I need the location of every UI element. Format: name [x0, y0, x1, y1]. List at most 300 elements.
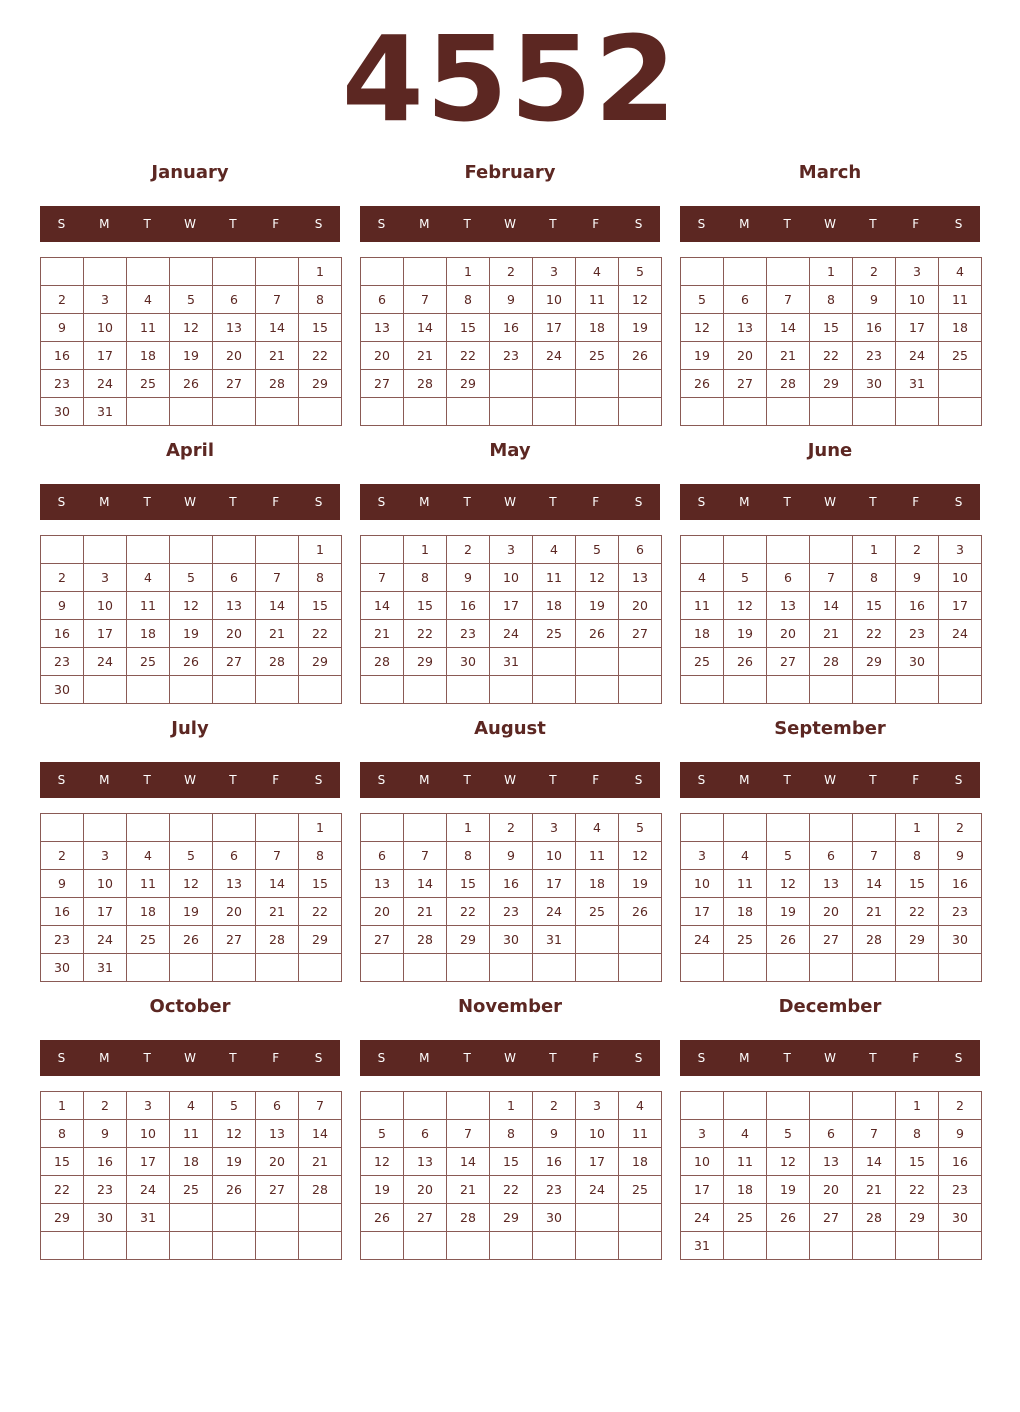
- weekday-label: W: [184, 217, 196, 231]
- day-cell: 28: [404, 370, 447, 398]
- day-cell: 21: [361, 620, 404, 648]
- weekday-label: T: [229, 495, 237, 509]
- weekday-label: T: [869, 773, 877, 787]
- day-cell: 13: [256, 1120, 299, 1148]
- day-cell: 22: [447, 342, 490, 370]
- day-cell: 21: [447, 1176, 490, 1204]
- day-cell: 16: [41, 898, 84, 926]
- day-cell: 17: [127, 1148, 170, 1176]
- month-name: November: [457, 996, 563, 1017]
- day-cell: 24: [490, 620, 533, 648]
- day-cell: 21: [299, 1148, 342, 1176]
- empty-day-cell: [724, 814, 767, 842]
- weekday-label: S: [634, 1051, 643, 1065]
- weekday-label: S: [954, 773, 963, 787]
- day-cell: 15: [896, 1148, 939, 1176]
- day-cell: 4: [533, 536, 576, 564]
- day-cell: 16: [939, 870, 982, 898]
- weekday-label: S: [377, 217, 386, 231]
- day-cell: 21: [853, 1176, 896, 1204]
- day-cell: 11: [533, 564, 576, 592]
- weekday-label: S: [57, 217, 66, 231]
- weekday-label: S: [314, 217, 323, 231]
- day-cell: 12: [619, 286, 662, 314]
- week-row: [41, 842, 342, 870]
- day-cell: 16: [41, 620, 84, 648]
- empty-day-cell: [170, 954, 213, 982]
- day-grid: [40, 1091, 342, 1260]
- day-cell: 5: [170, 842, 213, 870]
- empty-day-cell: [404, 398, 447, 426]
- empty-day-cell: [127, 676, 170, 704]
- weekday-label: M: [99, 1051, 110, 1065]
- empty-day-cell: [404, 676, 447, 704]
- weekday-label: S: [57, 773, 66, 787]
- weekday-label: F: [272, 217, 280, 231]
- empty-day-cell: [361, 1092, 404, 1120]
- empty-day-cell: [896, 398, 939, 426]
- empty-day-cell: [361, 676, 404, 704]
- weekday-label: F: [912, 217, 920, 231]
- day-cell: 8: [490, 1120, 533, 1148]
- empty-day-cell: [84, 536, 127, 564]
- day-cell: 22: [447, 898, 490, 926]
- empty-day-cell: [576, 676, 619, 704]
- day-cell: 17: [939, 592, 982, 620]
- week-row: [41, 258, 342, 286]
- empty-day-cell: [299, 1204, 342, 1232]
- weekday-label: M: [99, 217, 110, 231]
- empty-day-cell: [127, 258, 170, 286]
- day-cell: 11: [170, 1120, 213, 1148]
- day-cell: 7: [767, 286, 810, 314]
- weekday-label: F: [272, 1051, 280, 1065]
- weekday-label: F: [272, 773, 280, 787]
- empty-day-cell: [939, 1232, 982, 1260]
- empty-day-cell: [361, 258, 404, 286]
- day-cell: 20: [361, 898, 404, 926]
- day-cell: 2: [533, 1092, 576, 1120]
- empty-day-cell: [724, 398, 767, 426]
- day-cell: 14: [810, 592, 853, 620]
- day-cell: 9: [939, 1120, 982, 1148]
- empty-day-cell: [724, 1232, 767, 1260]
- empty-day-cell: [619, 676, 662, 704]
- day-cell: 27: [256, 1176, 299, 1204]
- day-cell: 15: [896, 870, 939, 898]
- weekday-label: S: [377, 495, 386, 509]
- day-cell: 30: [41, 954, 84, 982]
- day-cell: 4: [576, 814, 619, 842]
- day-cell: 22: [299, 342, 342, 370]
- day-cell: 31: [681, 1232, 724, 1260]
- week-row: [361, 1148, 662, 1176]
- day-cell: 30: [84, 1204, 127, 1232]
- day-cell: 14: [256, 870, 299, 898]
- day-cell: 2: [41, 842, 84, 870]
- day-cell: 13: [724, 314, 767, 342]
- day-cell: 1: [810, 258, 853, 286]
- day-cell: 17: [533, 870, 576, 898]
- day-cell: 18: [724, 1176, 767, 1204]
- day-cell: 28: [256, 648, 299, 676]
- day-cell: 12: [361, 1148, 404, 1176]
- day-cell: 30: [939, 926, 982, 954]
- day-grid: [680, 813, 982, 982]
- day-cell: 18: [127, 342, 170, 370]
- day-cell: 3: [84, 842, 127, 870]
- day-cell: 18: [576, 870, 619, 898]
- week-row: [41, 1176, 342, 1204]
- day-cell: 9: [447, 564, 490, 592]
- day-cell: 19: [213, 1148, 256, 1176]
- empty-day-cell: [853, 954, 896, 982]
- day-cell: 5: [619, 814, 662, 842]
- weekday-label: M: [419, 217, 430, 231]
- week-row: [361, 370, 662, 398]
- day-grid: [360, 535, 662, 704]
- day-cell: 23: [490, 342, 533, 370]
- weekday-label: S: [697, 217, 706, 231]
- empty-day-cell: [361, 398, 404, 426]
- empty-day-cell: [41, 258, 84, 286]
- empty-day-cell: [170, 1232, 213, 1260]
- empty-day-cell: [939, 648, 982, 676]
- day-cell: 18: [170, 1148, 213, 1176]
- week-row: [681, 564, 982, 592]
- weekday-header: [40, 1040, 340, 1076]
- day-cell: 6: [724, 286, 767, 314]
- day-cell: 6: [361, 286, 404, 314]
- empty-day-cell: [724, 536, 767, 564]
- day-cell: 21: [256, 620, 299, 648]
- day-cell: 11: [127, 870, 170, 898]
- weekday-label: T: [549, 495, 557, 509]
- weekday-label: S: [634, 495, 643, 509]
- week-row: [361, 536, 662, 564]
- empty-day-cell: [681, 1092, 724, 1120]
- day-cell: 12: [767, 1148, 810, 1176]
- empty-day-cell: [213, 1232, 256, 1260]
- day-cell: 27: [213, 370, 256, 398]
- empty-day-cell: [619, 370, 662, 398]
- day-cell: 6: [213, 564, 256, 592]
- day-cell: 16: [490, 314, 533, 342]
- day-cell: 21: [810, 620, 853, 648]
- day-cell: 24: [84, 370, 127, 398]
- day-cell: 22: [853, 620, 896, 648]
- day-cell: 13: [810, 870, 853, 898]
- empty-day-cell: [853, 1232, 896, 1260]
- day-cell: 15: [490, 1148, 533, 1176]
- day-cell: 19: [619, 870, 662, 898]
- empty-day-cell: [447, 398, 490, 426]
- day-cell: 10: [576, 1120, 619, 1148]
- day-cell: 23: [939, 898, 982, 926]
- week-row: [681, 926, 982, 954]
- day-cell: 14: [404, 314, 447, 342]
- weekday-label: T: [463, 1051, 471, 1065]
- day-cell: 1: [490, 1092, 533, 1120]
- week-row: [681, 870, 982, 898]
- day-cell: 31: [490, 648, 533, 676]
- week-row: [361, 342, 662, 370]
- day-cell: 13: [619, 564, 662, 592]
- week-row: [361, 954, 662, 982]
- day-cell: 20: [213, 620, 256, 648]
- day-cell: 11: [127, 314, 170, 342]
- empty-day-cell: [810, 954, 853, 982]
- day-grid: [680, 257, 982, 426]
- day-cell: 17: [84, 620, 127, 648]
- day-cell: 3: [127, 1092, 170, 1120]
- weekday-label: T: [463, 217, 471, 231]
- day-cell: 4: [170, 1092, 213, 1120]
- weekday-label: W: [504, 495, 516, 509]
- empty-day-cell: [853, 398, 896, 426]
- day-cell: 20: [767, 620, 810, 648]
- day-cell: 25: [170, 1176, 213, 1204]
- day-cell: 18: [939, 314, 982, 342]
- day-cell: 7: [256, 286, 299, 314]
- day-cell: 3: [896, 258, 939, 286]
- empty-day-cell: [576, 648, 619, 676]
- day-cell: 12: [170, 314, 213, 342]
- day-cell: 25: [127, 370, 170, 398]
- day-cell: 17: [681, 1176, 724, 1204]
- week-row: [361, 648, 662, 676]
- empty-day-cell: [447, 954, 490, 982]
- day-cell: 7: [853, 842, 896, 870]
- month-name: September: [774, 718, 886, 739]
- day-cell: 22: [490, 1176, 533, 1204]
- empty-day-cell: [681, 954, 724, 982]
- empty-day-cell: [299, 398, 342, 426]
- day-cell: 12: [170, 592, 213, 620]
- day-cell: 28: [447, 1204, 490, 1232]
- day-cell: 18: [681, 620, 724, 648]
- empty-day-cell: [533, 648, 576, 676]
- empty-day-cell: [810, 536, 853, 564]
- empty-day-cell: [533, 398, 576, 426]
- day-grid: [40, 257, 342, 426]
- weekday-label: M: [419, 495, 430, 509]
- day-cell: 30: [939, 1204, 982, 1232]
- day-cell: 23: [896, 620, 939, 648]
- day-cell: 25: [127, 926, 170, 954]
- weekday-label: T: [869, 1051, 877, 1065]
- empty-day-cell: [767, 536, 810, 564]
- empty-day-cell: [767, 676, 810, 704]
- week-row: [41, 342, 342, 370]
- empty-day-cell: [447, 676, 490, 704]
- day-cell: 20: [361, 342, 404, 370]
- day-cell: 14: [361, 592, 404, 620]
- day-cell: 3: [533, 258, 576, 286]
- empty-day-cell: [404, 954, 447, 982]
- empty-day-cell: [127, 1232, 170, 1260]
- day-cell: 2: [41, 564, 84, 592]
- day-cell: 11: [576, 286, 619, 314]
- empty-day-cell: [767, 398, 810, 426]
- weekday-label: W: [504, 773, 516, 787]
- day-cell: 1: [447, 258, 490, 286]
- day-cell: 25: [681, 648, 724, 676]
- week-row: [361, 314, 662, 342]
- empty-day-cell: [681, 398, 724, 426]
- empty-day-cell: [213, 1204, 256, 1232]
- weekday-label: W: [504, 1051, 516, 1065]
- empty-day-cell: [84, 676, 127, 704]
- week-row: [41, 536, 342, 564]
- weekday-label: F: [592, 773, 600, 787]
- day-cell: 10: [533, 286, 576, 314]
- day-cell: 20: [619, 592, 662, 620]
- empty-day-cell: [256, 536, 299, 564]
- day-cell: 5: [361, 1120, 404, 1148]
- day-cell: 29: [853, 648, 896, 676]
- day-grid: [360, 1091, 662, 1260]
- day-cell: 9: [41, 314, 84, 342]
- day-cell: 17: [84, 898, 127, 926]
- day-cell: 1: [853, 536, 896, 564]
- day-cell: 13: [404, 1148, 447, 1176]
- day-cell: 8: [404, 564, 447, 592]
- day-cell: 1: [896, 814, 939, 842]
- day-cell: 9: [896, 564, 939, 592]
- week-row: [41, 676, 342, 704]
- day-cell: 19: [724, 620, 767, 648]
- day-cell: 6: [810, 842, 853, 870]
- day-cell: 9: [490, 842, 533, 870]
- day-cell: 23: [533, 1176, 576, 1204]
- day-cell: 10: [84, 592, 127, 620]
- week-row: [41, 592, 342, 620]
- empty-day-cell: [767, 954, 810, 982]
- weekday-header: [680, 484, 980, 520]
- empty-day-cell: [681, 814, 724, 842]
- day-cell: 25: [939, 342, 982, 370]
- day-cell: 10: [896, 286, 939, 314]
- day-cell: 15: [404, 592, 447, 620]
- day-cell: 8: [810, 286, 853, 314]
- weekday-label: S: [697, 495, 706, 509]
- week-row: [361, 898, 662, 926]
- day-cell: 17: [576, 1148, 619, 1176]
- day-cell: 30: [896, 648, 939, 676]
- day-cell: 5: [681, 286, 724, 314]
- day-cell: 18: [576, 314, 619, 342]
- day-cell: 29: [299, 648, 342, 676]
- week-row: [681, 592, 982, 620]
- day-cell: 25: [724, 926, 767, 954]
- day-cell: 6: [810, 1120, 853, 1148]
- empty-day-cell: [127, 814, 170, 842]
- week-row: [41, 898, 342, 926]
- weekday-header: [680, 206, 980, 242]
- week-row: [361, 1204, 662, 1232]
- empty-day-cell: [361, 814, 404, 842]
- day-cell: 20: [810, 898, 853, 926]
- day-cell: 27: [361, 370, 404, 398]
- week-row: [41, 286, 342, 314]
- day-grid: [360, 813, 662, 982]
- day-cell: 18: [619, 1148, 662, 1176]
- weekday-label: T: [783, 495, 791, 509]
- weekday-label: M: [739, 1051, 750, 1065]
- day-cell: 1: [299, 258, 342, 286]
- day-cell: 30: [533, 1204, 576, 1232]
- weekday-label: F: [912, 1051, 920, 1065]
- day-cell: 31: [84, 954, 127, 982]
- empty-day-cell: [361, 536, 404, 564]
- day-cell: 4: [681, 564, 724, 592]
- day-cell: 24: [84, 926, 127, 954]
- day-cell: 11: [724, 870, 767, 898]
- day-cell: 7: [404, 842, 447, 870]
- day-cell: 22: [896, 1176, 939, 1204]
- day-cell: 21: [256, 342, 299, 370]
- month-name: August: [474, 718, 546, 739]
- day-cell: 30: [447, 648, 490, 676]
- day-cell: 7: [853, 1120, 896, 1148]
- day-cell: 17: [84, 342, 127, 370]
- empty-day-cell: [767, 1232, 810, 1260]
- day-cell: 2: [896, 536, 939, 564]
- day-cell: 28: [810, 648, 853, 676]
- day-cell: 17: [681, 898, 724, 926]
- empty-day-cell: [533, 370, 576, 398]
- weekday-label: F: [592, 1051, 600, 1065]
- empty-day-cell: [84, 1232, 127, 1260]
- empty-day-cell: [256, 258, 299, 286]
- week-row: [361, 1232, 662, 1260]
- day-cell: 26: [619, 342, 662, 370]
- day-cell: 17: [490, 592, 533, 620]
- weekday-label: F: [272, 495, 280, 509]
- empty-day-cell: [213, 954, 256, 982]
- week-row: [681, 286, 982, 314]
- day-cell: 3: [576, 1092, 619, 1120]
- day-cell: 28: [853, 926, 896, 954]
- day-cell: 12: [576, 564, 619, 592]
- week-row: [681, 1204, 982, 1232]
- week-row: [681, 954, 982, 982]
- weekday-label: M: [739, 217, 750, 231]
- day-cell: 11: [127, 592, 170, 620]
- weekday-label: W: [504, 217, 516, 231]
- empty-day-cell: [447, 1092, 490, 1120]
- day-grid: [680, 535, 982, 704]
- day-cell: 2: [939, 814, 982, 842]
- day-cell: 2: [84, 1092, 127, 1120]
- day-cell: 27: [361, 926, 404, 954]
- day-cell: 1: [299, 814, 342, 842]
- day-cell: 19: [170, 342, 213, 370]
- empty-day-cell: [896, 676, 939, 704]
- day-cell: 27: [724, 370, 767, 398]
- day-grid: [360, 257, 662, 426]
- empty-day-cell: [490, 370, 533, 398]
- day-cell: 29: [810, 370, 853, 398]
- day-cell: 8: [447, 286, 490, 314]
- day-cell: 22: [299, 898, 342, 926]
- empty-day-cell: [256, 1232, 299, 1260]
- week-row: [361, 870, 662, 898]
- empty-day-cell: [810, 1232, 853, 1260]
- day-cell: 2: [853, 258, 896, 286]
- weekday-label: T: [143, 1051, 151, 1065]
